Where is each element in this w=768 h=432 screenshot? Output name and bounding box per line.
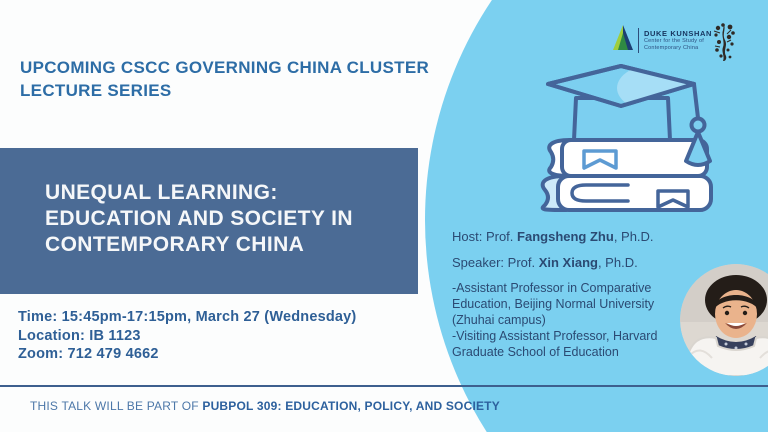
speaker-name: Xin Xiang	[538, 255, 598, 270]
duke-kunshan-logo	[612, 24, 712, 56]
event-zoom-id: Zoom: 712 479 4662	[18, 346, 159, 362]
event-time: Time: 15:45pm-17:15pm, March 27 (Wednesday)	[18, 309, 357, 325]
logo-text	[644, 29, 712, 51]
title-band	[0, 148, 418, 294]
host-label: Host: Prof.	[452, 229, 518, 244]
footer-divider-line	[0, 385, 768, 387]
lecture-title-line2: EDUCATION AND SOCIETY IN	[45, 207, 353, 230]
host-line	[452, 229, 654, 244]
graduation-cap-on-books-icon	[524, 58, 739, 218]
logo-separator	[638, 28, 639, 53]
footer-course-name: PUBPOL 309: EDUCATION, POLICY, AND SOCIETY	[202, 399, 500, 413]
speaker-line	[452, 255, 638, 270]
affiliation-item: -Visiting Assistant Professor, Harvard Graduate School of Education	[452, 329, 658, 359]
series-header-line2: LECTURE SERIES	[20, 81, 172, 100]
speaker-suffix: , Ph.D.	[597, 255, 638, 270]
host-name: Fangsheng Zhu	[517, 229, 614, 244]
logo-subtitle-line2: Contemporary China	[644, 44, 699, 51]
lecture-title-line1: UNEQUAL LEARNING:	[45, 181, 278, 204]
logo-subtitle-line1: Center for the Study of	[644, 38, 704, 44]
pyramid-logo-icon	[612, 24, 634, 56]
event-details	[18, 308, 438, 364]
series-header	[20, 56, 480, 102]
logo-org-name: DUKE KUNSHAN	[644, 29, 713, 38]
event-location: Location: IB 1123	[18, 327, 141, 344]
host-suffix: , Ph.D.	[613, 229, 654, 244]
affiliation-item: -Assistant Professor in Comparative Education, Beijing Normal University (Zhuhai campus)	[452, 281, 655, 327]
footer-note-prefix: THIS TALK WILL BE PART OF	[30, 399, 203, 413]
series-header-line1: UPCOMING CSCC GOVERNING CHINA CLUSTER	[20, 58, 430, 77]
speaker-affiliations	[452, 280, 700, 360]
speaker-label: Speaker: Prof.	[452, 255, 539, 270]
footer-note	[30, 399, 730, 413]
lecture-title	[45, 180, 405, 258]
lecture-title-line3: CONTEMPORARY CHINA	[45, 233, 305, 256]
